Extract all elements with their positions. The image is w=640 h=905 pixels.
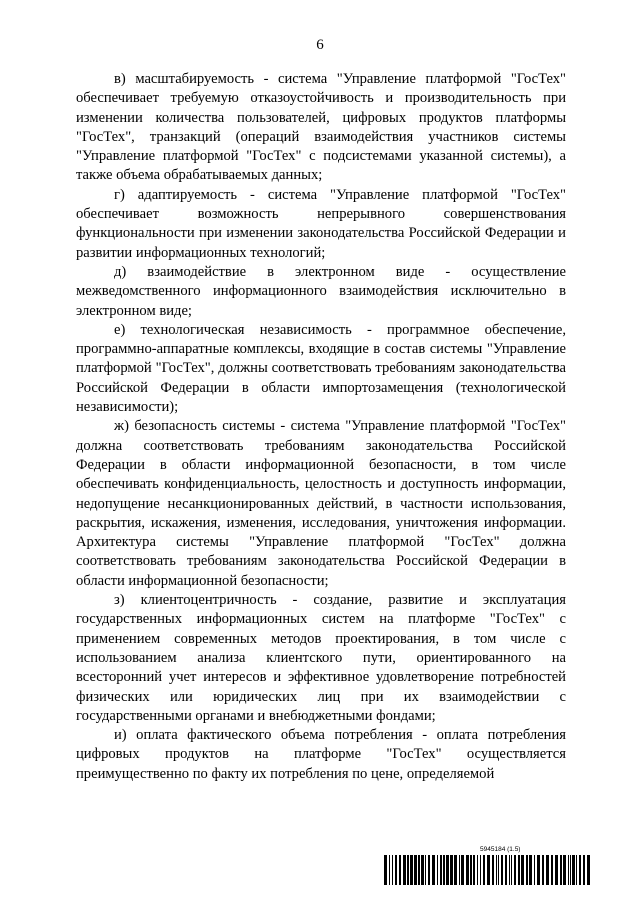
paragraph-z: з) клиентоцентричность - создание, развитие и эксплуатация государственных информационных систем на платформе "ГосТех" с применением современных методов проектирования, в том числе с использованием анализа клиентского пути, ориентированного на всесторонний учет интересов и эффективное удовлетворение потребностей физических или юридических лиц при их взаимодействии с государственными органами и внебюджетными фондами; bbox=[76, 592, 566, 724]
barcode-caption: 5945184 (1.5) bbox=[480, 846, 521, 853]
paragraph-v: в) масштабируемость - система "Управление платформой "ГосТех" обеспечивает требуемую отказоустойчивость и производительность при изменении количества пользователей, цифровых продуктов платформы "ГосТех", транзакций (операций взаимодействия участников системы "Управление платформой "ГосТех" с подсистемами указанной системы), а также объема обрабатываемых данных; bbox=[76, 71, 566, 184]
barcode-icon bbox=[384, 855, 590, 885]
page-number: 6 bbox=[316, 37, 324, 53]
paragraph-d: д) взаимодействие в электронном виде - осуществление межведомственного информационного взаимодействия исключительно в электронном виде; bbox=[76, 263, 566, 319]
paragraph-i: и) оплата фактического объема потребления - оплата потребления цифровых продуктов на платформе "ГосТех" осуществляется преимущественно по факту их потребления по цене, определяемой bbox=[76, 727, 566, 782]
paragraph-zh: ж) безопасность системы - система "Управление платформой "ГосТех" должна соответствовать требованиям законодательства Российской Федерации в области информационной безопасности, в том числе обеспечивать конфиденциальность, целостность и доступность информации, недопущение несанкционированных действий, в частности использования, раскрытия, искажения, изменения, исследования, уничтожения информации. Архитектура системы "Управление платформой "ГосТех" должна соответствовать требованиям законодательства Российской Федерации в области информационной безопасности; bbox=[76, 418, 566, 589]
document-barcode bbox=[384, 846, 590, 886]
paragraph-g: г) адаптируемость - система "Управление платформой "ГосТех" обеспечивает возможность непрерывного совершенствования функциональности при изменении законодательства Российской Федерации и развитии информационных технологий; bbox=[76, 186, 566, 261]
paragraph-e: е) технологическая независимость - программное обеспечение, программно-аппаратные комплексы, входящие в состав системы "Управление платформой "ГосТех", должны соответствовать требованиям законодательства Российской Федерации в области импортозамещения (технологической независимости); bbox=[76, 321, 566, 416]
document-body bbox=[76, 70, 566, 784]
